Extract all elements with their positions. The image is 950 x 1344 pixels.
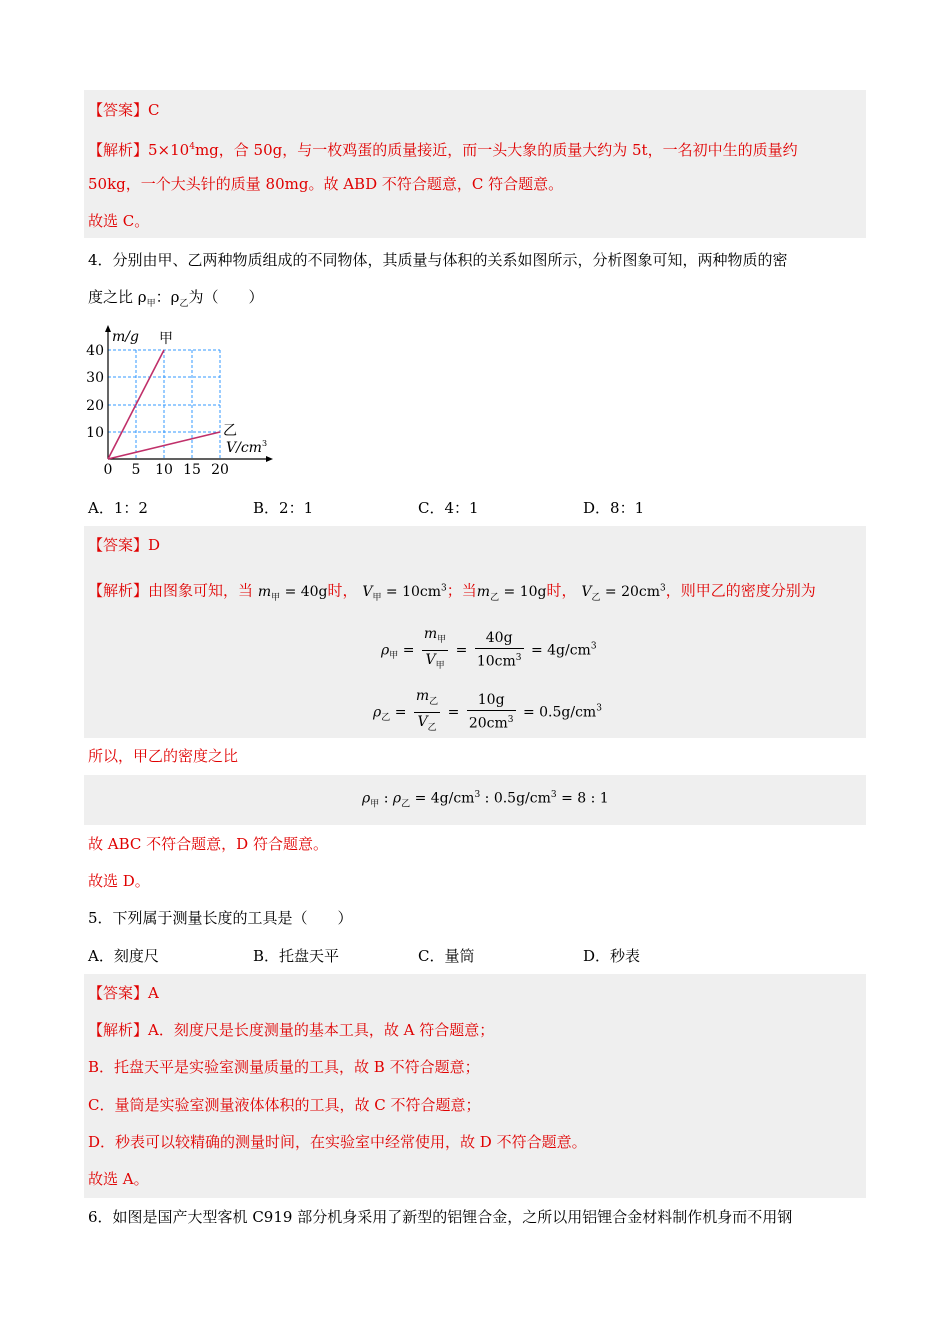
q3-answer-block <box>84 90 866 238</box>
q4-density-jia-equation: $\rho_甲$ = $\frac{m_甲}{V_甲}$ = $\frac{40g}{10cm^3}$ = $4g/cm^3$ <box>381 626 597 671</box>
q5-option-d: D．秒表 <box>583 947 641 965</box>
q4-analysis-line-1: 【解析】由图象可知，当 $m_甲 = 40g$时， $V_甲 = 10cm^3$；当$m_乙 = 10g$时， $V_乙 = 20cm^3$，则甲乙的密度分别为 <box>88 581 816 603</box>
q4-conclusion-1: 故 ABC 不符合题意，D 符合题意。 <box>88 835 328 853</box>
q5-analysis-c: C．量筒是实验室测量液体体积的工具，故 C 不符合题意； <box>88 1096 481 1114</box>
q3-answer: 【答案】C <box>88 101 160 119</box>
q4-so-text: 所以，甲乙的密度之比 <box>88 747 239 765</box>
q4-stem-line-2: 度之比 $\rho_甲$：$\rho_乙$为（ ） <box>88 288 264 309</box>
y-tick: 40 <box>86 343 104 359</box>
q5-analysis-d: D．秒表可以较精确的测量时间，在实验室中经常使用，故 D 不符合题意。 <box>88 1133 587 1151</box>
q4-density-yi-equation: $\rho_乙$ = $\frac{m_乙}{V_乙}$ = $\frac{10g}{20cm^3}$ = $0.5g/cm^3$ <box>373 688 602 733</box>
q4-ratio-equation: $\rho_甲$ : $\rho_乙 = 4g/cm^3$ : $0.5g/cm^3 = 8$ : 1 <box>362 790 609 810</box>
x-tick: 15 <box>183 462 201 478</box>
q5-answer-block <box>84 974 866 1198</box>
q5-stem: 5．下列属于测量长度的工具是（ ） <box>88 909 353 927</box>
q4-stem-line-1: 4．分别由甲、乙两种物质组成的不同物体，其质量与体积的关系如图所示，分析图象可知，两种物质的密 <box>88 251 788 269</box>
jia-line-label: 甲 <box>159 331 173 347</box>
q4-conclusion-2: 故选 D。 <box>88 872 150 890</box>
y-tick: 30 <box>86 370 104 386</box>
q4-mass-volume-graph <box>84 322 284 482</box>
q4-options <box>88 498 788 520</box>
x-axis-label: $V/cm^3$ <box>226 439 268 456</box>
y-tick: 20 <box>86 398 104 414</box>
q4-answer: 【答案】D <box>88 536 161 554</box>
y-tick: 10 <box>86 425 104 441</box>
q6-stem: 6．如图是国产大型客机 C919 部分机身采用了新型的铝锂合金，之所以用铝锂合金材料制作机身而不用钢 <box>88 1208 793 1226</box>
q5-analysis-b: B．托盘天平是实验室测量质量的工具，故 B 不符合题意； <box>88 1058 480 1076</box>
q3-conclusion: 故选 C。 <box>88 212 150 230</box>
graph-grid <box>108 350 220 459</box>
x-tick: 5 <box>131 462 141 478</box>
q4-option-b: B．2：1 <box>253 499 314 517</box>
q4-option-c: C．4：1 <box>418 499 479 517</box>
q4-option-d: D．8：1 <box>583 499 645 517</box>
q4-option-a: A．1：2 <box>88 499 148 517</box>
q5-option-b: B．托盘天平 <box>253 947 340 965</box>
q5-analysis-a: 【解析】A．刻度尺是长度测量的基本工具，故 A 符合题意； <box>88 1021 495 1039</box>
q5-options <box>88 946 788 968</box>
x-tick: 20 <box>211 462 229 478</box>
q5-option-a: A．刻度尺 <box>88 947 159 965</box>
q3-analysis-line-1: 【解析】$5\times 10^4mg$，合 50g，与一枚鸡蛋的质量接近，而一头大象的质量大约为 5t，一名初中生的质量约 <box>88 141 798 159</box>
q5-answer: 【答案】A <box>88 984 159 1002</box>
q5-option-c: C．量筒 <box>418 947 475 965</box>
y-axis-label: m/g <box>112 329 139 345</box>
x-tick: 0 <box>103 462 113 478</box>
q3-analysis-line-2: 50kg，一个大头针的质量 80mg。故 ABD 不符合题意，C 符合题意。 <box>88 175 564 193</box>
q3-analysis-label: 【解析】 <box>88 141 149 159</box>
yi-line-label: 乙 <box>223 423 237 439</box>
x-tick: 10 <box>155 462 173 478</box>
q5-conclusion: 故选 A。 <box>88 1170 149 1188</box>
